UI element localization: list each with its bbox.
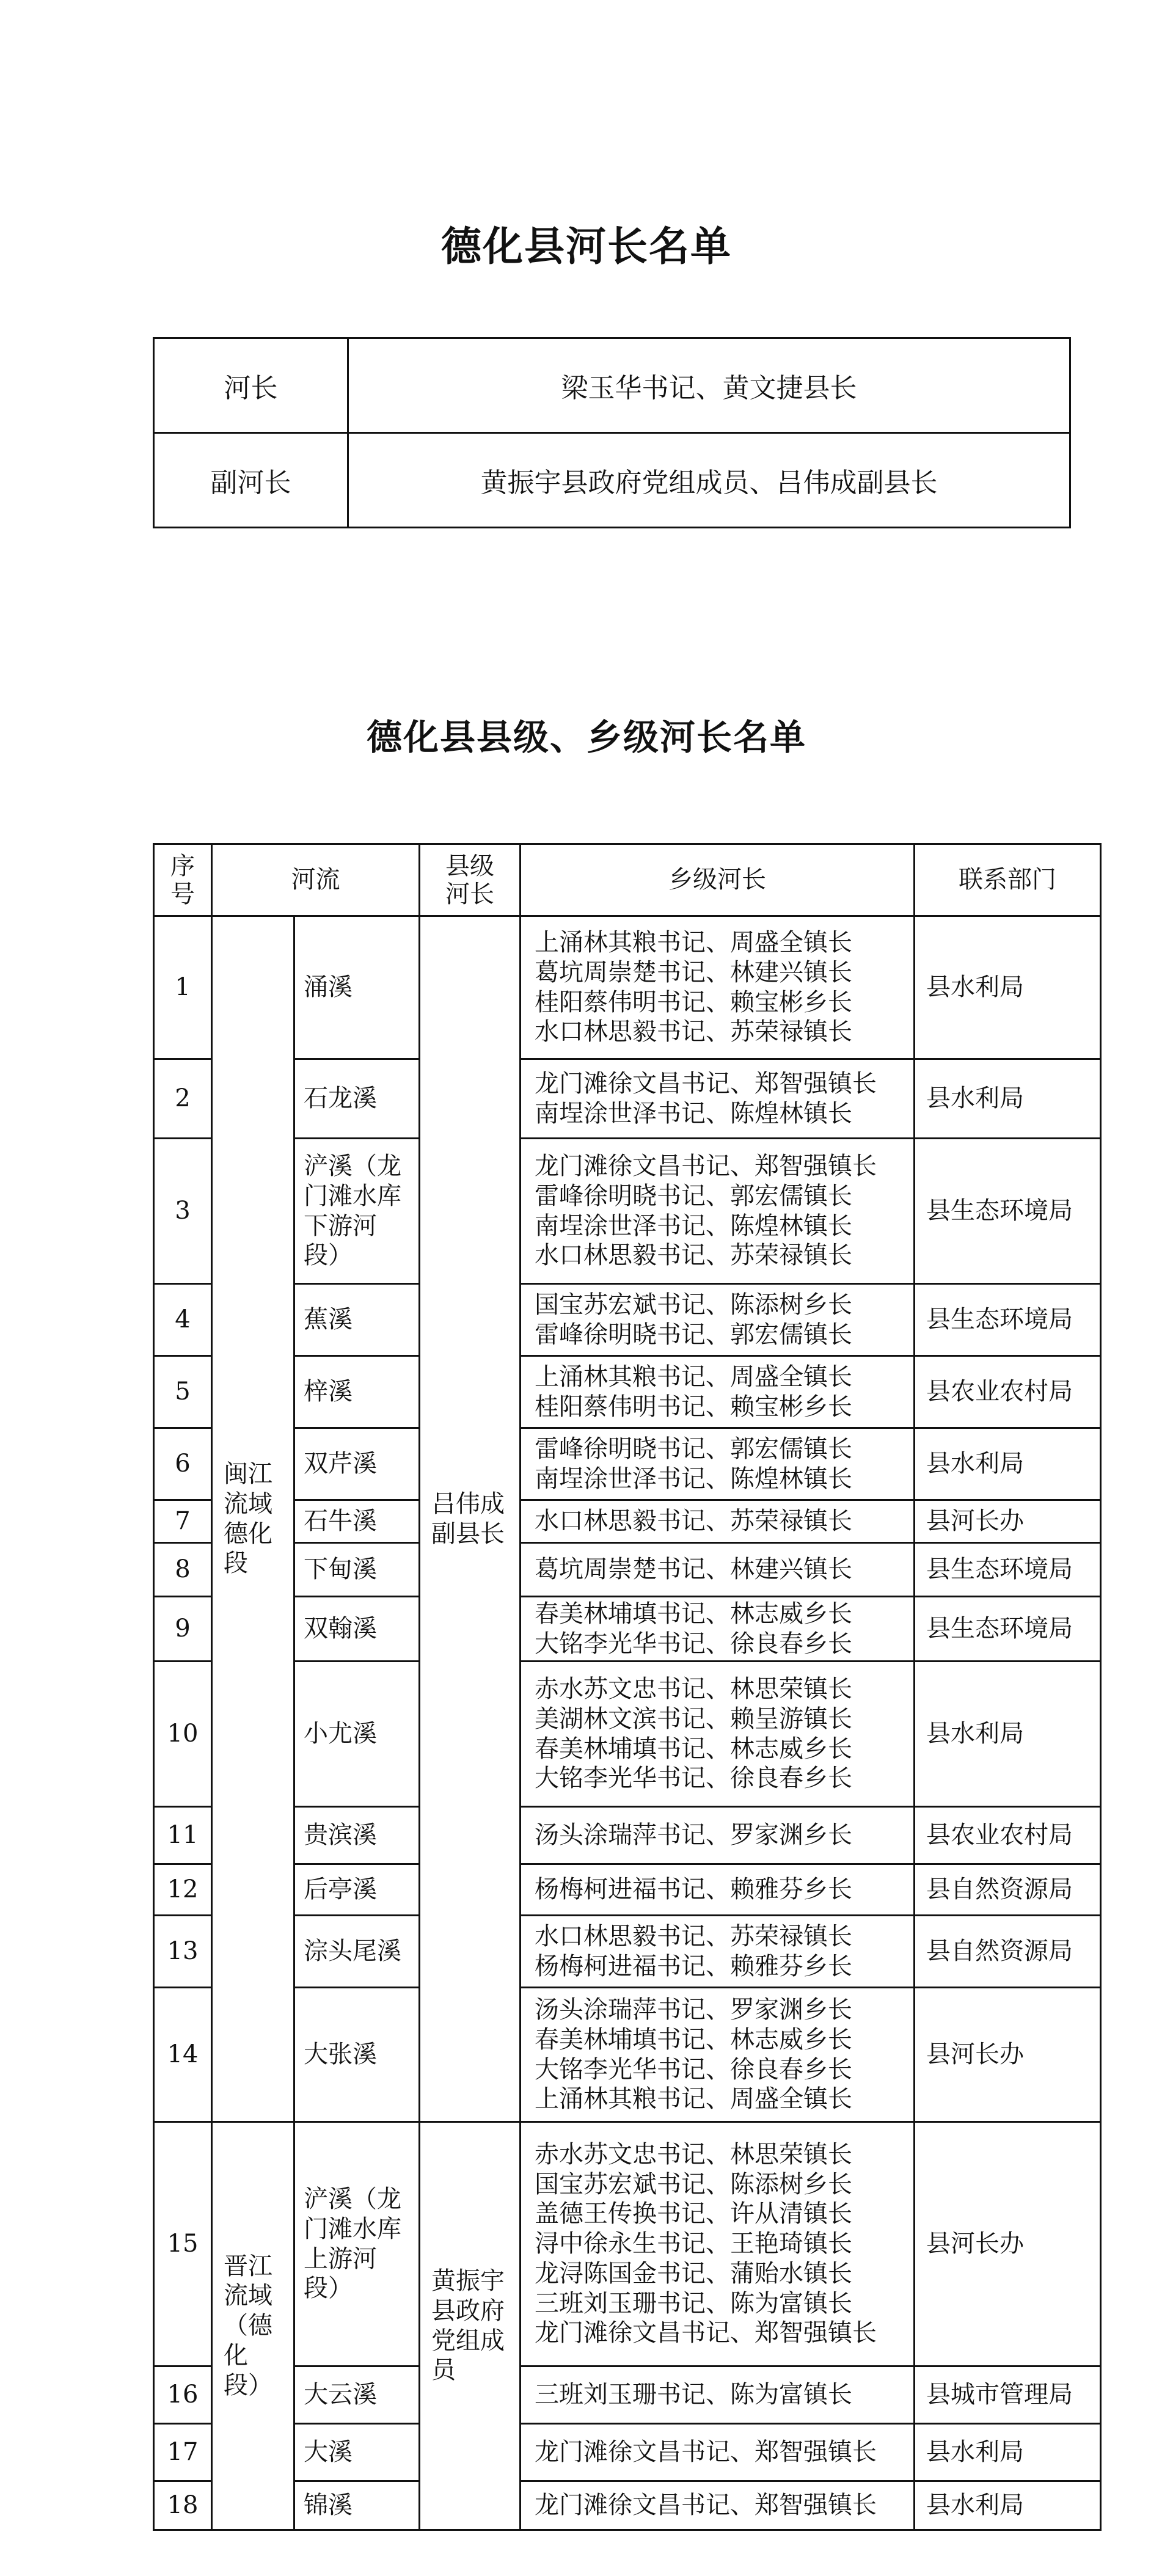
river-cell: 浐溪（龙门滩水库上游河段） [294,2122,420,2366]
town-chief-line: 葛坑周崇楚书记、林建兴镇长 [535,958,852,987]
town-chief-line: 大铭李光华书记、徐良春乡长 [535,2055,852,2084]
header-seq: 序号 [154,844,212,916]
town-chiefs-cell [521,2366,915,2424]
table-row [154,1807,1101,1864]
river-chiefs-table [153,337,1071,528]
table-row [154,2424,1101,2481]
seq-cell: 16 [154,2366,212,2424]
table-row [154,916,1101,1059]
seq-cell: 9 [154,1597,212,1662]
town-chief-line: 南埕涂世泽书记、陈煌林镇长 [535,1099,852,1128]
river-cell: 浐溪（龙门滩水库下游河段） [294,1139,420,1284]
seq-cell: 17 [154,2424,212,2481]
table-row [154,1284,1101,1356]
seq-cell: 14 [154,1988,212,2122]
header-department: 联系部门 [915,844,1101,916]
department-cell: 县水利局 [915,2481,1101,2530]
department-cell: 县自然资源局 [915,1916,1101,1988]
seq-cell: 4 [154,1284,212,1356]
town-chiefs-cell [521,2481,915,2530]
town-chief-line: 三班刘玉珊书记、陈为富镇长 [535,2289,852,2318]
seq-cell: 8 [154,1543,212,1597]
town-chief-line: 雷峰徐明晓书记、郭宏儒镇长 [535,1181,852,1210]
department-cell: 县城市管理局 [915,2366,1101,2424]
department-cell: 县水利局 [915,2424,1101,2481]
town-chief-line: 国宝苏宏斌书记、陈添树乡长 [535,2170,852,2198]
table-row [154,2481,1101,2530]
town-chief-line: 大铭李光华书记、徐良春乡长 [535,1629,852,1658]
river-cell: 锦溪 [294,2481,420,2530]
town-chief-line: 汤头涂瑞萍书记、罗家渊乡长 [535,1821,852,1850]
town-chief-line: 春美林埔填书记、林志威乡长 [535,1599,852,1628]
river-cell: 石龙溪 [294,1059,420,1139]
names-cell: 黄振宇县政府党组成员、吕伟成副县长 [348,433,1070,528]
town-chiefs-cell [521,1356,915,1428]
table-row [154,2122,1101,2366]
basin-cell: 晋江流域（德化段） [212,2122,294,2530]
table-row [154,1916,1101,1988]
seq-cell: 1 [154,916,212,1059]
department-cell: 县生态环境局 [915,1597,1101,1662]
town-chief-line: 南埕涂世泽书记、陈煌林镇长 [535,1211,852,1240]
river-cell: 双翰溪 [294,1597,420,1662]
department-cell: 县河长办 [915,1988,1101,2122]
table-row [154,1500,1101,1543]
seq-cell: 5 [154,1356,212,1428]
river-cell: 淙头尾溪 [294,1916,420,1988]
table-row [154,1988,1101,2122]
seq-cell: 10 [154,1662,212,1807]
town-chiefs-cell [521,1139,915,1284]
town-chief-line: 上涌林其粮书记、周盛全镇长 [535,2085,852,2114]
page-title: 德化县河长名单 [441,222,732,270]
department-cell: 县自然资源局 [915,1864,1101,1916]
table-row [154,433,1070,528]
town-chief-line: 杨梅柯进福书记、赖雅芬乡长 [535,1875,852,1904]
river-cell: 后亭溪 [294,1864,420,1916]
seq-cell: 13 [154,1916,212,1988]
table-row [154,1597,1101,1662]
department-cell: 县农业农村局 [915,1807,1101,1864]
department-cell: 县生态环境局 [915,1139,1101,1284]
town-chief-line: 雷峰徐明晓书记、郭宏儒镇长 [535,1320,852,1349]
department-cell: 县河长办 [915,2122,1101,2366]
seq-cell: 6 [154,1428,212,1500]
names-cell: 梁玉华书记、黄文捷县长 [348,338,1070,433]
river-cell: 大张溪 [294,1988,420,2122]
river-cell: 大云溪 [294,2366,420,2424]
town-chief-line: 龙门滩徐文昌书记、郑智强镇长 [535,2491,877,2520]
seq-cell: 15 [154,2122,212,2366]
department-cell: 县生态环境局 [915,1543,1101,1597]
department-cell: 县水利局 [915,916,1101,1059]
town-chief-line: 桂阳蔡伟明书记、赖宝彬乡长 [535,1392,852,1421]
town-chief-line: 国宝苏宏斌书记、陈添树乡长 [535,1290,852,1319]
seq-cell: 11 [154,1807,212,1864]
town-chiefs-cell [521,1284,915,1356]
table-row [154,1428,1101,1500]
section-title: 德化县县级、乡级河长名单 [366,717,806,758]
river-cell: 蕉溪 [294,1284,420,1356]
town-chief-line: 南埕涂世泽书记、陈煌林镇长 [535,1464,852,1493]
table-row [154,1356,1101,1428]
town-chiefs-cell [521,1807,915,1864]
river-cell: 梓溪 [294,1356,420,1428]
town-chiefs-cell [521,2122,915,2366]
town-chiefs-cell [521,1597,915,1662]
town-chief-line: 龙浔陈国金书记、蒲贻水镇长 [535,2259,852,2288]
town-chief-line: 三班刘玉珊书记、陈为富镇长 [535,2381,852,2409]
department-cell: 县水利局 [915,1059,1101,1139]
town-chief-line: 盖德王传换书记、许从清镇长 [535,2200,852,2228]
town-chief-line: 杨梅柯进福书记、赖雅芬乡长 [535,1952,852,1980]
town-chiefs-cell [521,1059,915,1139]
header-river: 河流 [212,844,420,916]
town-chiefs-cell [521,1988,915,2122]
town-chief-line: 美湖林文滨书记、赖呈游镇长 [535,1704,852,1733]
role-cell: 河长 [154,338,348,433]
town-chief-line: 浔中徐永生书记、王艳琦镇长 [535,2230,852,2258]
seq-cell: 18 [154,2481,212,2530]
town-chief-line: 水口林思毅书记、苏荣禄镇长 [535,1922,852,1950]
town-chiefs-cell [521,1500,915,1543]
town-chief-line: 龙门滩徐文昌书记、郑智强镇长 [535,1151,877,1180]
town-chief-line: 水口林思毅书记、苏荣禄镇长 [535,1507,852,1536]
town-chief-line: 赤水苏文忠书记、林思荣镇长 [535,1674,852,1703]
county-chief-cell: 吕伟成副县长 [420,916,521,2122]
town-chiefs-cell [521,1428,915,1500]
town-chief-line: 龙门滩徐文昌书记、郑智强镇长 [535,2319,877,2348]
town-chief-line: 大铭李光华书记、徐良春乡长 [535,1764,852,1793]
table-row [154,338,1070,433]
seq-cell: 12 [154,1864,212,1916]
town-chief-line: 雷峰徐明晓书记、郭宏儒镇长 [535,1434,852,1463]
town-chief-line: 龙门滩徐文昌书记、郑智强镇长 [535,2438,877,2467]
basin-cell: 闽江流域德化段 [212,916,294,2122]
department-cell: 县农业农村局 [915,1356,1101,1428]
river-cell: 涌溪 [294,916,420,1059]
river-cell: 石牛溪 [294,1500,420,1543]
town-chief-line: 赤水苏文忠书记、林思荣镇长 [535,2140,852,2169]
town-chiefs-cell [521,916,915,1059]
department-cell: 县河长办 [915,1500,1101,1543]
header-row [154,844,1101,916]
town-chief-line: 上涌林其粮书记、周盛全镇长 [535,1362,852,1391]
county-chief-cell: 黄振宇县政府党组成员 [420,2122,521,2530]
header-county-chief: 县级河长 [420,844,521,916]
seq-cell: 7 [154,1500,212,1543]
town-chiefs-cell [521,1916,915,1988]
town-chief-line: 桂阳蔡伟明书记、赖宝彬乡长 [535,988,852,1016]
table-row [154,1864,1101,1916]
river-cell: 小尤溪 [294,1662,420,1807]
town-chief-line: 水口林思毅书记、苏荣禄镇长 [535,1018,852,1046]
river-cell: 贵滨溪 [294,1807,420,1864]
town-chiefs-cell [521,1864,915,1916]
table-row [154,1139,1101,1284]
town-chief-line: 上涌林其粮书记、周盛全镇长 [535,928,852,957]
department-cell: 县生态环境局 [915,1284,1101,1356]
table-row [154,1059,1101,1139]
river-cell: 大溪 [294,2424,420,2481]
town-chief-line: 春美林埔填书记、林志威乡长 [535,1734,852,1763]
town-chief-line: 春美林埔填书记、林志威乡长 [535,2025,852,2054]
table-row [154,1662,1101,1807]
town-chief-line: 水口林思毅书记、苏荣禄镇长 [535,1241,852,1270]
town-chief-line: 龙门滩徐文昌书记、郑智强镇长 [535,1069,877,1098]
town-chiefs-cell [521,2424,915,2481]
table-row [154,2366,1101,2424]
seq-cell: 2 [154,1059,212,1139]
town-chief-line: 葛坑周崇楚书记、林建兴镇长 [535,1555,852,1584]
town-chiefs-cell [521,1662,915,1807]
town-chief-line: 汤头涂瑞萍书记、罗家渊乡长 [535,1995,852,2024]
river-cell: 下甸溪 [294,1543,420,1597]
department-cell: 县水利局 [915,1428,1101,1500]
department-cell: 县水利局 [915,1662,1101,1807]
role-cell: 副河长 [154,433,348,528]
river-cell: 双芹溪 [294,1428,420,1500]
header-town-chief: 乡级河长 [521,844,915,916]
county-town-chiefs-table [153,843,1102,2531]
town-chiefs-cell [521,1543,915,1597]
seq-cell: 3 [154,1139,212,1284]
table-row [154,1543,1101,1597]
